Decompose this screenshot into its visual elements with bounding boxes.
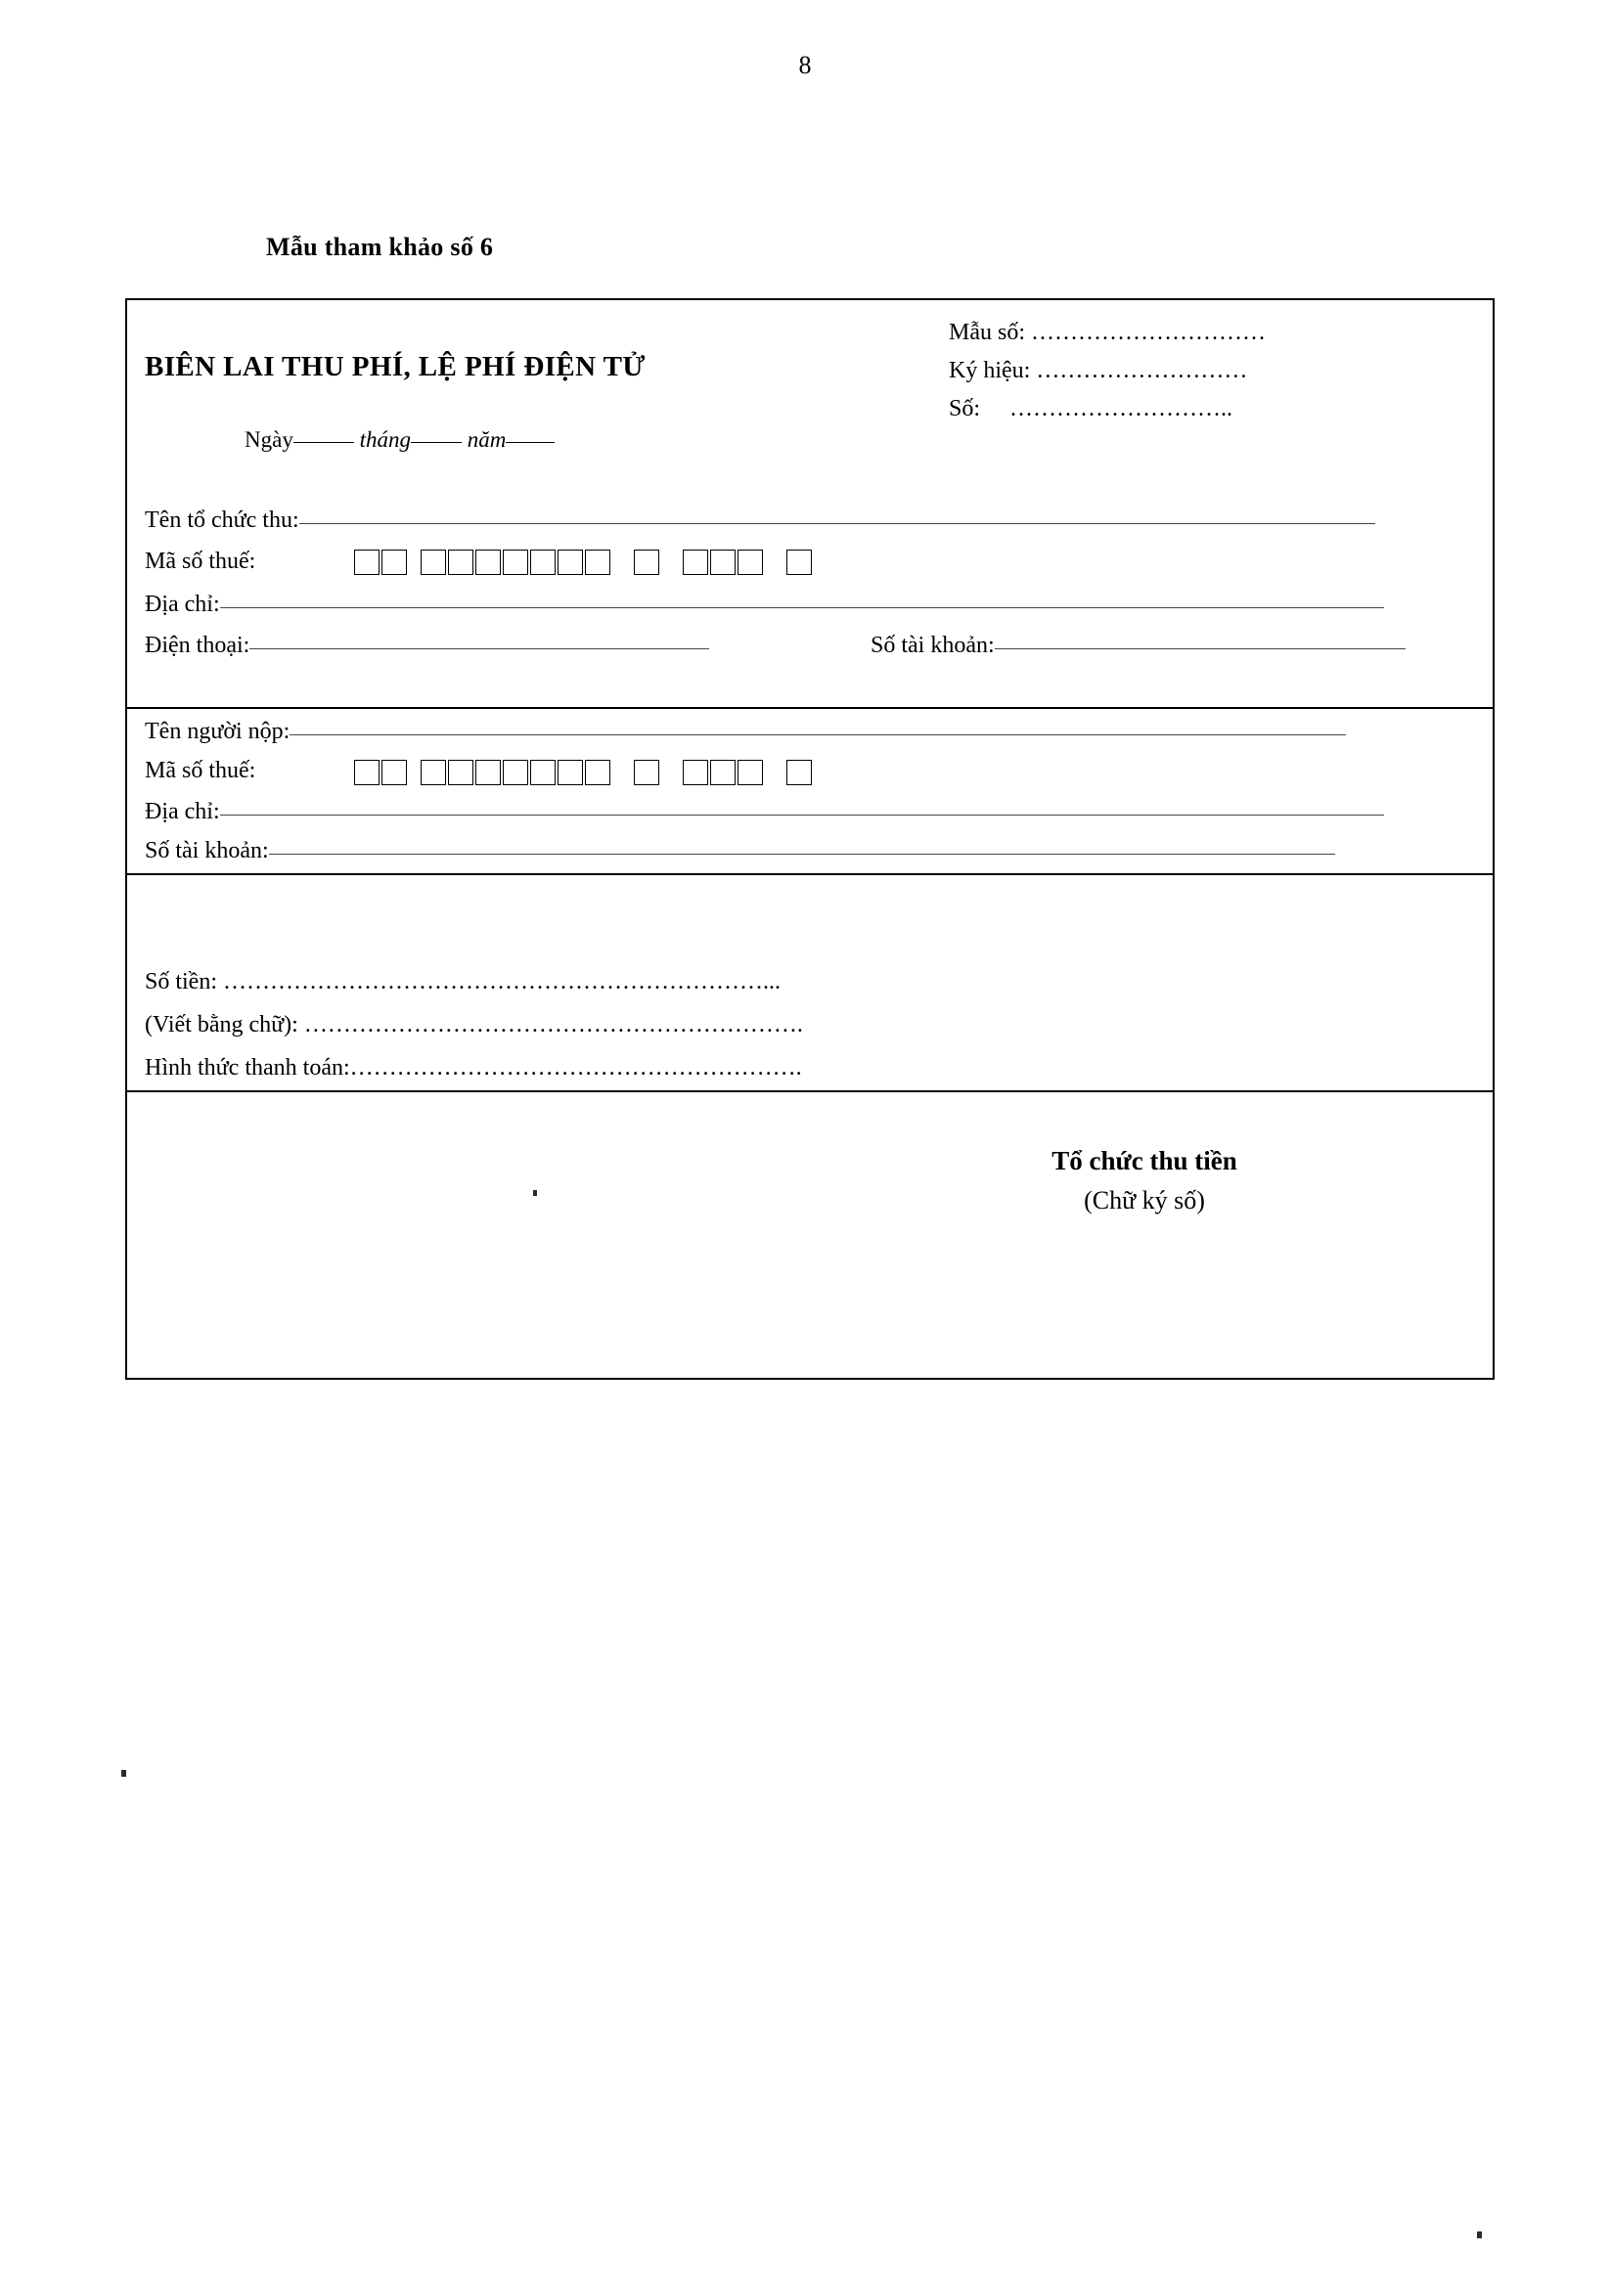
year-label: năm	[467, 427, 507, 452]
symbol-value[interactable]: ………………………	[1036, 358, 1248, 383]
collector-name-input[interactable]	[299, 523, 1375, 524]
page-number: 8	[798, 51, 812, 79]
collector-address-input[interactable]	[220, 607, 1384, 608]
tax-code-cell[interactable]	[381, 550, 407, 575]
payer-name-input[interactable]	[290, 734, 1346, 735]
month-label: tháng	[359, 427, 411, 452]
payer-address-input[interactable]	[220, 815, 1384, 816]
tax-code-cell[interactable]	[786, 550, 812, 575]
tax-code-cell[interactable]	[786, 760, 812, 785]
date-line	[245, 427, 555, 453]
tax-code-cell[interactable]	[448, 760, 473, 785]
form-number-row	[949, 314, 1266, 352]
scan-speck	[121, 1770, 126, 1777]
payer-tax-code-label-wrap	[145, 758, 255, 784]
number-row	[949, 390, 1266, 428]
payer-account-label: Số tài khoản:	[145, 838, 269, 863]
amount-value[interactable]: ……………………………………………………………...	[223, 969, 782, 994]
payer-address-row	[145, 799, 1384, 825]
tax-code-cell[interactable]	[738, 760, 763, 785]
tax-code-cell[interactable]	[530, 550, 556, 575]
tax-code-cell[interactable]	[710, 760, 736, 785]
collector-tax-code-label-wrap	[145, 549, 255, 575]
tax-code-cell[interactable]	[683, 760, 708, 785]
form-number-label: Mẫu số:	[949, 320, 1025, 345]
amount-in-words-row	[145, 1012, 803, 1038]
payer-name-row	[145, 719, 1346, 745]
signature-subtitle: (Chữ ký số)	[1084, 1186, 1205, 1214]
amount-row	[145, 969, 781, 995]
form-number-value[interactable]: …………………………	[1031, 320, 1266, 345]
payment-method-row	[145, 1055, 802, 1082]
tax-code-cell[interactable]	[475, 550, 501, 575]
day-label: Ngày	[245, 427, 293, 452]
number-label: Số:	[949, 396, 981, 421]
tax-code-cell[interactable]	[354, 550, 380, 575]
payment-method-value[interactable]: ………………………………………………….	[349, 1055, 802, 1081]
collector-account-label: Số tài khoản:	[871, 633, 995, 658]
tax-code-cell[interactable]	[354, 760, 380, 785]
payer-tax-code-label: Mã số thuế:	[145, 758, 256, 783]
tax-code-cell[interactable]	[634, 760, 659, 785]
tax-code-cell[interactable]	[448, 550, 473, 575]
tax-code-cell[interactable]	[503, 550, 528, 575]
collector-name-row	[145, 508, 1375, 534]
tax-code-cell[interactable]	[381, 760, 407, 785]
signature-block	[900, 1146, 1389, 1215]
collector-address-row	[145, 592, 1384, 618]
payer-section	[127, 709, 1493, 875]
collector-phone-label: Điện thoại:	[145, 633, 250, 658]
scan-speck	[1477, 2231, 1482, 2238]
tax-code-cell[interactable]	[558, 760, 583, 785]
collector-name-label: Tên tổ chức thu:	[145, 508, 299, 533]
payer-name-label: Tên người nộp:	[145, 719, 291, 744]
collector-address-label: Địa chỉ:	[145, 592, 220, 617]
tax-code-cell[interactable]	[683, 550, 708, 575]
tax-code-cell[interactable]	[585, 760, 610, 785]
payment-method-label: Hình thức thanh toán:	[145, 1055, 350, 1081]
form-reference-label: Mẫu tham khảo số 6	[266, 233, 494, 261]
scan-speck	[533, 1190, 537, 1196]
tax-code-cell[interactable]	[421, 760, 446, 785]
collector-tax-code-label: Mã số thuế:	[145, 549, 256, 574]
signature-section	[127, 1092, 1493, 1378]
collector-account-row	[871, 633, 1406, 659]
payer-account-input[interactable]	[269, 854, 1335, 855]
tax-code-cell[interactable]	[634, 550, 659, 575]
signature-title: Tổ chức thu tiền	[1051, 1146, 1237, 1175]
collector-tax-code-boxes[interactable]	[354, 550, 814, 575]
receipt-meta	[949, 314, 1266, 428]
collector-account-input[interactable]	[995, 648, 1406, 649]
receipt-form	[125, 298, 1495, 1380]
tax-code-cell[interactable]	[738, 550, 763, 575]
receipt-title: BIÊN LAI THU PHÍ, LỆ PHÍ ĐIỆN TỬ	[145, 351, 646, 382]
payer-account-row	[145, 838, 1335, 864]
amount-in-words-value[interactable]: ……………………………………………………….	[303, 1012, 803, 1038]
tax-code-cell[interactable]	[585, 550, 610, 575]
payer-tax-code-boxes[interactable]	[354, 760, 814, 785]
tax-code-cell[interactable]	[710, 550, 736, 575]
amount-label: Số tiền:	[145, 969, 218, 994]
collector-phone-input[interactable]	[249, 648, 709, 649]
tax-code-cell[interactable]	[530, 760, 556, 785]
symbol-label: Ký hiệu:	[949, 358, 1031, 383]
number-value[interactable]: ………………………..	[1009, 396, 1233, 421]
tax-code-cell[interactable]	[558, 550, 583, 575]
tax-code-cell[interactable]	[475, 760, 501, 785]
receipt-header-section	[127, 300, 1493, 709]
amount-section	[127, 875, 1493, 1092]
symbol-row	[949, 352, 1266, 390]
collector-phone-row	[145, 633, 709, 659]
amount-in-words-label: (Viết bằng chữ):	[145, 1012, 298, 1038]
tax-code-cell[interactable]	[503, 760, 528, 785]
tax-code-cell[interactable]	[421, 550, 446, 575]
payer-address-label: Địa chỉ:	[145, 799, 220, 824]
